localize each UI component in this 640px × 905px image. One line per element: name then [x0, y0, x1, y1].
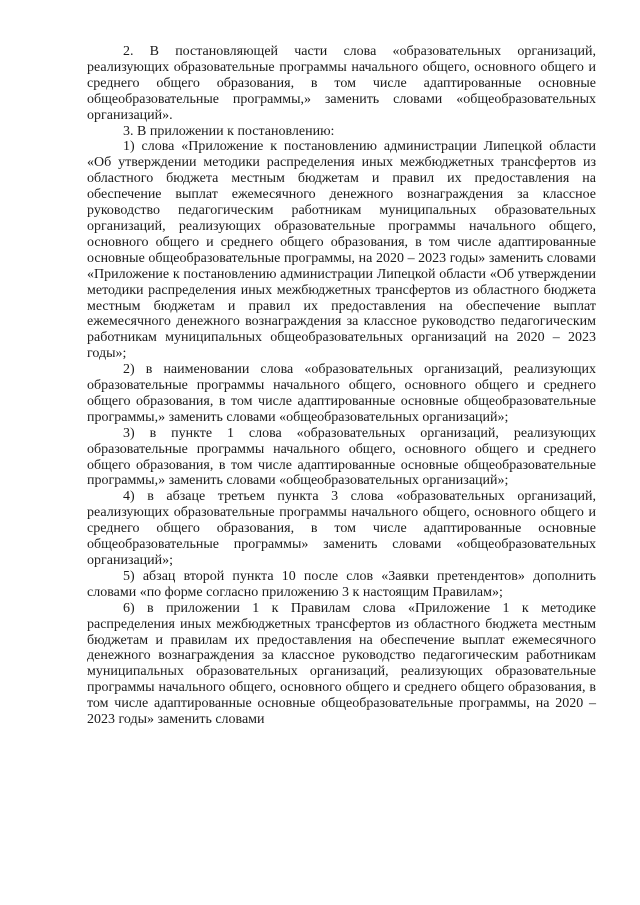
document-body [87, 44, 596, 728]
paragraph-3-1: 1) слова «Приложение к постановлению администрации Липецкой области «Об утверждении методики распределения иных межбюджетных трансфертов из областного бюджета местным бюджетам и правил их предоставления на обеспечение выплат ежемесячного денежного вознаграждения за классное руководство педагогическим работникам муниципальных образовательных организаций, реализующих образовательные программы начального общего, основного общего и среднего общего образования, в том числе адаптированные основные общеобразовательные программы, на 2020 – 2023 годы» заменить словами «Приложение к постановлению администрации Липецкой области «Об утверждении методики распределения иных межбюджетных трансфертов из областного бюджета местным бюджетам и правил их предоставления на обеспечение выплат ежемесячного денежного вознаграждения за классное руководство педагогическим работникам муниципальных общеобразовательных организаций на 2020 – 2023 годы»; [87, 139, 596, 362]
paragraph-3-3: 3) в пункте 1 слова «образовательных организаций, реализующих образовательные программы начального общего, основного общего и среднего общего образования, в том числе адаптированные основные общеобразовательные программы,» заменить словами «общеобразовательных организаций»; [87, 425, 596, 489]
paragraph-3-5: 5) абзац второй пункта 10 после слов «Заявки претендентов» дополнить словами «по форме согласно приложению 3 к настоящим Правилам»; [87, 568, 596, 600]
paragraph-3: 3. В приложении к постановлению: [123, 123, 335, 139]
paragraph-3-2: 2) в наименовании слова «образовательных организаций, реализующих образовательные программы начального общего, основного общего и среднего общего образования, в том числе адаптированные основные общеобразовательные программы,» заменить словами «общеобразовательных организаций»; [87, 362, 596, 425]
paragraph-3-6: 6) в приложении 1 к Правилам слова «Приложение 1 к методике распределения иных межбюджетных трансфертов из областного бюджета местным бюджетам и правилам их предоставления на обеспечение выплат ежемесячного денежного вознаграждения за классное руководство педагогическим работникам муниципальных образовательных организаций, реализующих образовательные программы начального общего, основного общего и среднего общего образования, в том числе адаптированные основные общеобразовательные программы, на 2020 – 2023 годы» заменить словами [87, 600, 596, 728]
paragraph-2: 2. В постановляющей части слова «образовательных организаций, реализующих образовательные программы начального общего, основного общего и среднего общего образования, в том числе адаптированные основные общеобразовательные программы,» заменить словами «общеобразовательных организаций». [87, 44, 596, 123]
paragraph-3-4: 4) в абзаце третьем пункта 3 слова «образовательных организаций, реализующих образовательные программы начального общего, основного общего и среднего общего образования, в том числе адаптированные основные общеобразовательные программы» заменить словами «общеобразовательных организаций»; [87, 489, 596, 568]
